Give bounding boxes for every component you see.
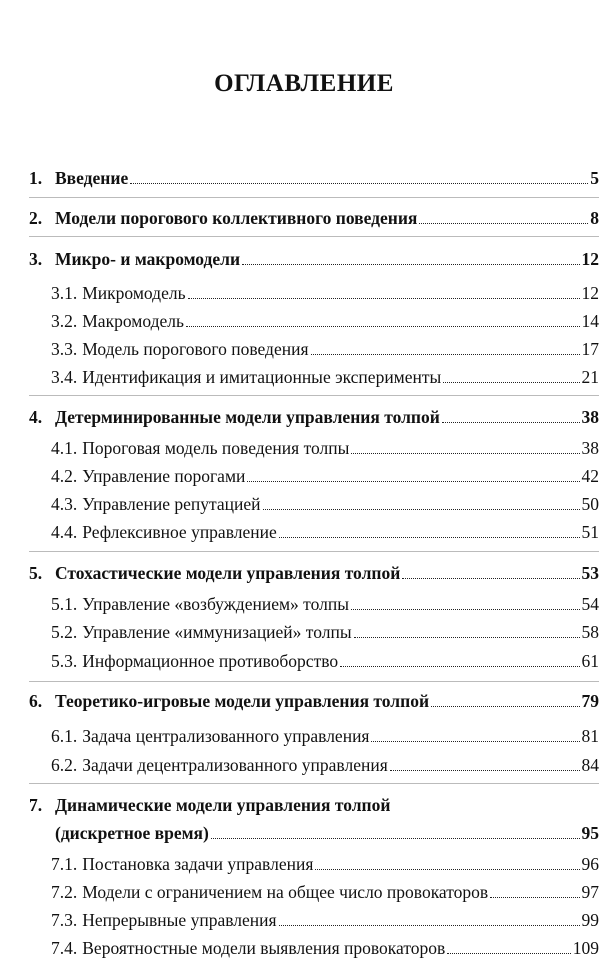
section-divider [29, 681, 599, 682]
entry-page-number: 81 [581, 726, 599, 746]
toc-chapter-entry [29, 562, 599, 584]
entry-page-number: 109 [572, 938, 599, 958]
entry-page-number: 99 [581, 910, 599, 930]
dot-leader [340, 665, 579, 667]
entry-page-number: 38 [581, 438, 599, 458]
toc-section-entry [51, 881, 599, 903]
toc-chapter-entry [29, 406, 599, 428]
dot-leader [279, 536, 580, 538]
entry-page-number: 53 [581, 563, 599, 583]
dot-leader [242, 263, 579, 265]
entry-page-number: 5 [590, 168, 599, 188]
entry-number: 6. [29, 691, 43, 711]
toc-chapter-entry [29, 690, 599, 712]
entry-title: Микро- и макромодели [55, 249, 241, 269]
entry-number: 5.2. [51, 622, 78, 642]
toc-section-entry [51, 754, 599, 776]
entry-number: 7.4. [51, 938, 78, 958]
toc-section-entry [51, 621, 599, 643]
entry-page-number: 38 [581, 407, 599, 427]
toc-chapter-entry-continuation [29, 822, 599, 844]
toc-section-entry [51, 937, 599, 959]
entry-title: Постановка задачи управления [82, 854, 314, 874]
entry-number: 5.1. [51, 594, 78, 614]
entry-page-number: 96 [581, 854, 599, 874]
toc-section-entry [51, 310, 599, 332]
entry-page-number: 8 [590, 208, 599, 228]
dot-leader [490, 896, 579, 898]
section-divider [29, 783, 599, 784]
entry-page-number: 42 [581, 466, 599, 486]
entry-title: Задача централизованного управления [82, 726, 370, 746]
entry-title: Модель порогового поведения [82, 339, 309, 359]
entry-number: 3.1. [51, 283, 78, 303]
entry-title: Макромодель [82, 311, 184, 331]
entry-title: Рефлексивное управление [82, 522, 277, 542]
dot-leader [351, 608, 580, 610]
entry-number: 7.3. [51, 910, 78, 930]
entry-title: Задачи децентрализованного управления [82, 755, 388, 775]
dot-leader [443, 381, 579, 383]
entry-title: Пороговая модель поведения толпы [82, 438, 350, 458]
toc-section-entry [51, 521, 599, 543]
entry-number: 4.2. [51, 466, 78, 486]
toc-section-entry [51, 725, 599, 747]
entry-number: 2. [29, 208, 43, 228]
entry-title: Детерминированные модели управления толпой [55, 407, 440, 427]
entry-title: Управление порогами [82, 466, 246, 486]
entry-number: 4.4. [51, 522, 78, 542]
section-divider [29, 236, 599, 237]
toc-section-entry [51, 909, 599, 931]
entry-number: 7.2. [51, 882, 78, 902]
entry-page-number: 95 [581, 823, 599, 843]
entry-page-number: 50 [581, 494, 599, 514]
dot-leader [371, 740, 579, 742]
entry-page-number: 61 [581, 651, 599, 671]
toc-section-entry [51, 366, 599, 388]
toc-chapter-entry [29, 794, 599, 816]
dot-leader [419, 222, 588, 224]
entry-title: Теоретико-игровые модели управления толпой [55, 691, 430, 711]
entry-title: Непрерывные управления [82, 910, 277, 930]
toc-chapter-entry [29, 167, 599, 189]
entry-number: 3.2. [51, 311, 78, 331]
entry-page-number: 12 [581, 249, 599, 269]
entry-title: Микромодель [82, 283, 186, 303]
toc-section-entry [51, 493, 599, 515]
toc-section-entry [51, 650, 599, 672]
toc-chapter-entry [29, 207, 599, 229]
toc-section-entry [51, 437, 599, 459]
entry-title: Стохастические модели управления толпой [55, 563, 401, 583]
entry-page-number: 21 [581, 367, 599, 387]
entry-page-number: 12 [581, 283, 599, 303]
entry-title: Управление репутацией [82, 494, 261, 514]
entry-number: 3.3. [51, 339, 78, 359]
section-divider [29, 395, 599, 396]
entry-title: Вероятностные модели выявления провокаторов [82, 938, 446, 958]
entry-number: 4. [29, 407, 43, 427]
entry-number: 7.1. [51, 854, 78, 874]
entry-title: Информационное противоборство [82, 651, 339, 671]
entry-title: Введение [55, 168, 129, 188]
dot-leader [263, 508, 580, 510]
entry-number: 6.1. [51, 726, 78, 746]
entry-page-number: 84 [581, 755, 599, 775]
entry-title: Управление «иммунизацией» толпы [82, 622, 352, 642]
dot-leader [351, 452, 579, 454]
dot-leader [354, 636, 580, 638]
entry-page-number: 58 [581, 622, 599, 642]
entry-number: 4.1. [51, 438, 78, 458]
toc-section-entry [51, 282, 599, 304]
dot-leader [186, 325, 580, 327]
entry-title: Управление «возбуждением» толпы [82, 594, 349, 614]
dot-leader [390, 769, 580, 771]
entry-number: 5. [29, 563, 43, 583]
entry-number: 5.3. [51, 651, 78, 671]
entry-page-number: 51 [581, 522, 599, 542]
dot-leader [211, 837, 580, 839]
dot-leader [447, 952, 571, 954]
entry-page-number: 17 [581, 339, 599, 359]
entry-number: 7. [29, 795, 43, 815]
dot-leader [431, 705, 579, 707]
dot-leader [130, 182, 588, 184]
dot-leader [315, 868, 579, 870]
dot-leader [311, 353, 580, 355]
section-divider [29, 197, 599, 198]
toc-section-entry [51, 593, 599, 615]
toc-section-entry [51, 465, 599, 487]
dot-leader [402, 577, 579, 579]
dot-leader [279, 924, 580, 926]
entry-number: 3. [29, 249, 43, 269]
entry-title: Идентификация и имитационные эксперименты [82, 367, 442, 387]
toc-chapter-entry [29, 248, 599, 270]
entry-title: Модели с ограничением на общее число провокаторов [82, 882, 489, 902]
entry-page-number: 54 [581, 594, 599, 614]
dot-leader [247, 480, 579, 482]
dot-leader [188, 297, 580, 299]
entry-title: Динамические модели управления толпой [55, 795, 391, 815]
page-title: ОГЛАВЛЕНИЕ [214, 70, 394, 97]
entry-number: 4.3. [51, 494, 78, 514]
entry-number: 3.4. [51, 367, 78, 387]
dot-leader [442, 421, 580, 423]
entry-title-line2: (дискретное время) [55, 823, 209, 843]
toc-section-entry [51, 338, 599, 360]
entry-page-number: 97 [581, 882, 599, 902]
entry-number: 6.2. [51, 755, 78, 775]
section-divider [29, 551, 599, 552]
entry-title: Модели порогового коллективного поведения [55, 208, 418, 228]
entry-number: 1. [29, 168, 43, 188]
toc-section-entry [51, 853, 599, 875]
entry-page-number: 79 [581, 691, 599, 711]
entry-page-number: 14 [581, 311, 599, 331]
